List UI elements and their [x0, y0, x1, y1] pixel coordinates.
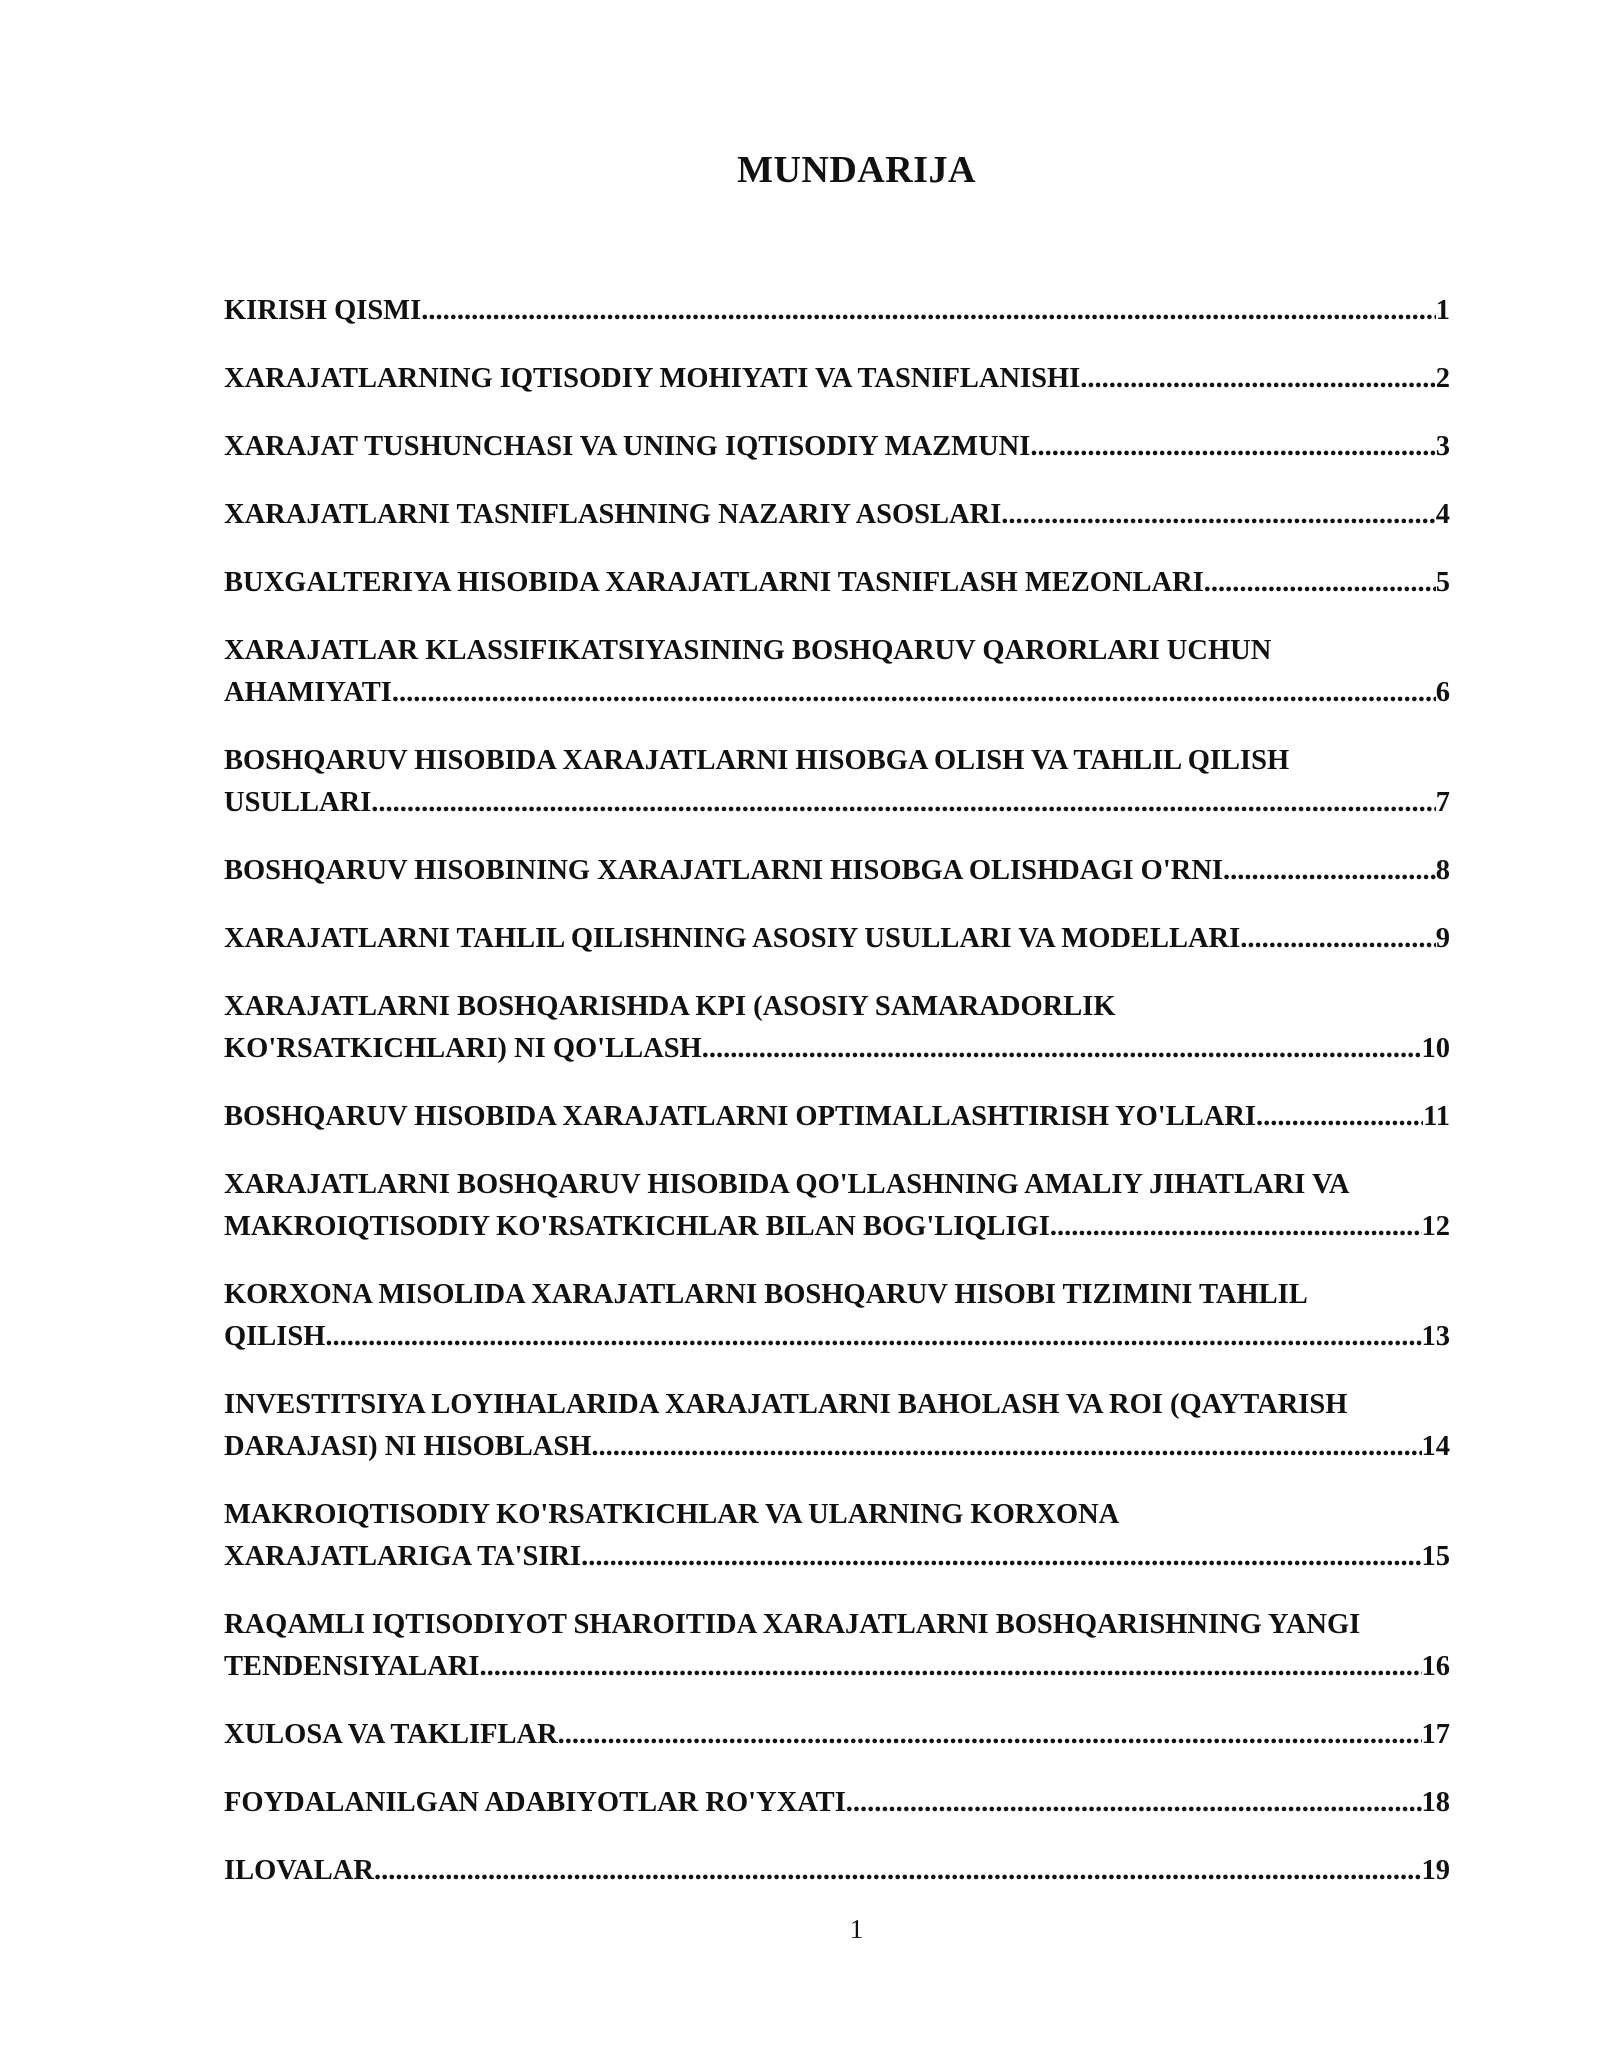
toc-entry[interactable]: [224, 1850, 1450, 1892]
toc-entry[interactable]: [224, 1782, 1450, 1824]
toc-entry-line: [224, 494, 1450, 536]
toc-dot-leader: [1001, 494, 1435, 536]
toc-entry-line: [224, 290, 1450, 332]
toc-page-number: 7: [1435, 787, 1450, 818]
toc-page-number: 17: [1421, 1719, 1450, 1750]
toc-entry[interactable]: [224, 562, 1450, 604]
page-number: 1: [849, 1914, 864, 1944]
toc-entry[interactable]: [224, 1164, 1450, 1248]
toc-entry[interactable]: [224, 740, 1450, 824]
toc-dot-leader: [846, 1782, 1422, 1824]
toc-entry[interactable]: [224, 494, 1450, 536]
toc-dot-leader: [1240, 918, 1436, 960]
toc-page-number: 3: [1435, 431, 1450, 462]
toc-entry[interactable]: [224, 358, 1450, 400]
toc-dot-leader: [558, 1714, 1422, 1756]
toc-page-number: 9: [1435, 923, 1450, 954]
toc-dot-leader: [1050, 1206, 1422, 1248]
toc-dot-leader: [374, 1850, 1422, 1892]
toc-entry-line: [224, 426, 1450, 468]
toc-entry[interactable]: [224, 290, 1450, 332]
toc-entry-title-line: XARAJATLARNI BOSHQARISHDA KPI (ASOSIY SAMARADORLIK: [224, 991, 1116, 1022]
toc-dot-leader: [1256, 1096, 1423, 1138]
toc-entry-line: [224, 782, 1450, 824]
toc-page-number: 2: [1435, 363, 1450, 394]
toc-entry-title: BOSHQARUV HISOBIDA XARAJATLARNI OPTIMALLASHTIRISH YO'LLARI: [224, 1101, 1256, 1132]
toc-entry[interactable]: [224, 918, 1450, 960]
toc-entry[interactable]: [224, 630, 1450, 714]
toc-entry[interactable]: [224, 1604, 1450, 1688]
toc-entry[interactable]: [224, 1494, 1450, 1578]
toc-page-number: 18: [1421, 1787, 1450, 1818]
table-of-contents: [224, 290, 1450, 1918]
toc-entry[interactable]: [224, 986, 1450, 1070]
toc-page-number: 11: [1423, 1101, 1450, 1132]
toc-entry-title: XARAJAT TUSHUNCHASI VA UNING IQTISODIY MAZMUNI: [224, 431, 1031, 462]
toc-entry-line: [224, 562, 1450, 604]
toc-entry-line: [224, 1096, 1450, 1138]
toc-entry[interactable]: [224, 1096, 1450, 1138]
toc-entry-title-line: INVESTITSIYA LOYIHALARIDA XARAJATLARNI BAHOLASH VA ROI (QAYTARISH: [224, 1389, 1348, 1420]
toc-entry-title: BOSHQARUV HISOBINING XARAJATLARNI HISOBGA OLISHDAGI O'RNI: [224, 855, 1224, 886]
toc-entry-title-line: MAKROIQTISODIY KO'RSATKICHLAR VA ULARNING KORXONA: [224, 1499, 1120, 1530]
toc-dot-leader: [1080, 358, 1435, 400]
toc-page-number: 1: [1435, 295, 1450, 326]
toc-page-number: 14: [1421, 1431, 1450, 1462]
toc-entry-line: [224, 1714, 1450, 1756]
toc-entry-title-line: XARAJATLARNI BOSHQARUV HISOBIDA QO'LLASHNING AMALIY JIHATLARI VA: [224, 1169, 1350, 1200]
toc-entry-title-line: BOSHQARUV HISOBIDA XARAJATLARNI HISOBGA OLISH VA TAHLIL QILISH: [224, 745, 1290, 776]
toc-entry-line: [224, 672, 1450, 714]
page-title: MUNDARIJA: [737, 149, 976, 191]
toc-dot-leader: [581, 1536, 1421, 1578]
toc-entry-line: [224, 1536, 1450, 1578]
toc-dot-leader: [591, 1426, 1421, 1468]
toc-entry-line: [224, 1316, 1450, 1358]
toc-entry-line: [224, 1028, 1450, 1070]
toc-entry-title: ILOVALAR: [224, 1855, 374, 1886]
toc-entry-title: XARAJATLARIGA TA'SIRI: [224, 1541, 582, 1572]
toc-dot-leader: [421, 290, 1436, 332]
toc-page-number: 15: [1421, 1541, 1450, 1572]
toc-entry-title-line: RAQAMLI IQTISODIYOT SHAROITIDA XARAJATLARNI BOSHQARISHNING YANGI: [224, 1609, 1361, 1640]
toc-entry-line: [224, 850, 1450, 892]
toc-entry-title: FOYDALANILGAN ADABIYOTLAR RO'YXATI: [224, 1787, 846, 1818]
toc-entry[interactable]: [224, 1384, 1450, 1468]
toc-entry-title: XARAJATLARNING IQTISODIY MOHIYATI VA TASNIFLANISHI: [224, 363, 1081, 394]
toc-entry[interactable]: [224, 1274, 1450, 1358]
toc-page-number: 19: [1421, 1855, 1450, 1886]
toc-entry-title-line: KORXONA MISOLIDA XARAJATLARNI BOSHQARUV HISOBI TIZIMINI TAHLIL: [224, 1279, 1308, 1310]
toc-entry-line: [224, 1850, 1450, 1892]
toc-entry-line: [224, 1782, 1450, 1824]
toc-dot-leader: [1204, 562, 1436, 604]
toc-entry-title: TENDENSIYALARI: [224, 1651, 480, 1682]
toc-dot-leader: [702, 1028, 1422, 1070]
toc-entry-title: BUXGALTERIYA HISOBIDA XARAJATLARNI TASNIFLASH MEZONLARI: [224, 567, 1204, 598]
toc-entry-title: MAKROIQTISODIY KO'RSATKICHLAR BILAN BOG'LIQLIGI: [224, 1211, 1050, 1242]
toc-dot-leader: [371, 782, 1435, 824]
toc-entry-line: [224, 1646, 1450, 1688]
toc-entry-line: [224, 358, 1450, 400]
toc-entry-title: AHAMIYATI: [224, 677, 392, 708]
toc-entry[interactable]: [224, 426, 1450, 468]
toc-entry-title: XULOSA VA TAKLIFLAR: [224, 1719, 558, 1750]
toc-page-number: 8: [1435, 855, 1450, 886]
toc-page-number: 13: [1421, 1321, 1450, 1352]
toc-entry-line: [224, 918, 1450, 960]
toc-entry-title: XARAJATLARNI TAHLIL QILISHNING ASOSIY USULLARI VA MODELLARI: [224, 923, 1241, 954]
toc-page-number: 16: [1421, 1651, 1450, 1682]
toc-dot-leader: [480, 1646, 1422, 1688]
toc-page-number: 5: [1435, 567, 1450, 598]
toc-dot-leader: [1030, 426, 1435, 468]
toc-entry-title: USULLARI: [224, 787, 372, 818]
toc-entry[interactable]: [224, 1714, 1450, 1756]
toc-entry-line: [224, 1206, 1450, 1248]
toc-dot-leader: [325, 1316, 1421, 1358]
toc-entry-title: DARAJASI) NI HISOBLASH: [224, 1431, 592, 1462]
toc-page-number: 10: [1421, 1033, 1450, 1064]
toc-page-number: 4: [1435, 499, 1450, 530]
toc-entry-title-line: XARAJATLAR KLASSIFIKATSIYASINING BOSHQARUV QARORLARI UCHUN: [224, 635, 1272, 666]
toc-page-number: 6: [1435, 677, 1450, 708]
toc-entry[interactable]: [224, 850, 1450, 892]
toc-page-number: 12: [1421, 1211, 1450, 1242]
toc-dot-leader: [1223, 850, 1436, 892]
toc-entry-title: XARAJATLARNI TASNIFLASHNING NAZARIY ASOSLARI: [224, 499, 1002, 530]
toc-entry-title: QILISH: [224, 1321, 326, 1352]
toc-dot-leader: [392, 672, 1436, 714]
toc-entry-title: KIRISH QISMI: [224, 295, 422, 326]
toc-entry-title: KO'RSATKICHLARI) NI QO'LLASH: [224, 1033, 702, 1064]
toc-entry-line: [224, 1426, 1450, 1468]
